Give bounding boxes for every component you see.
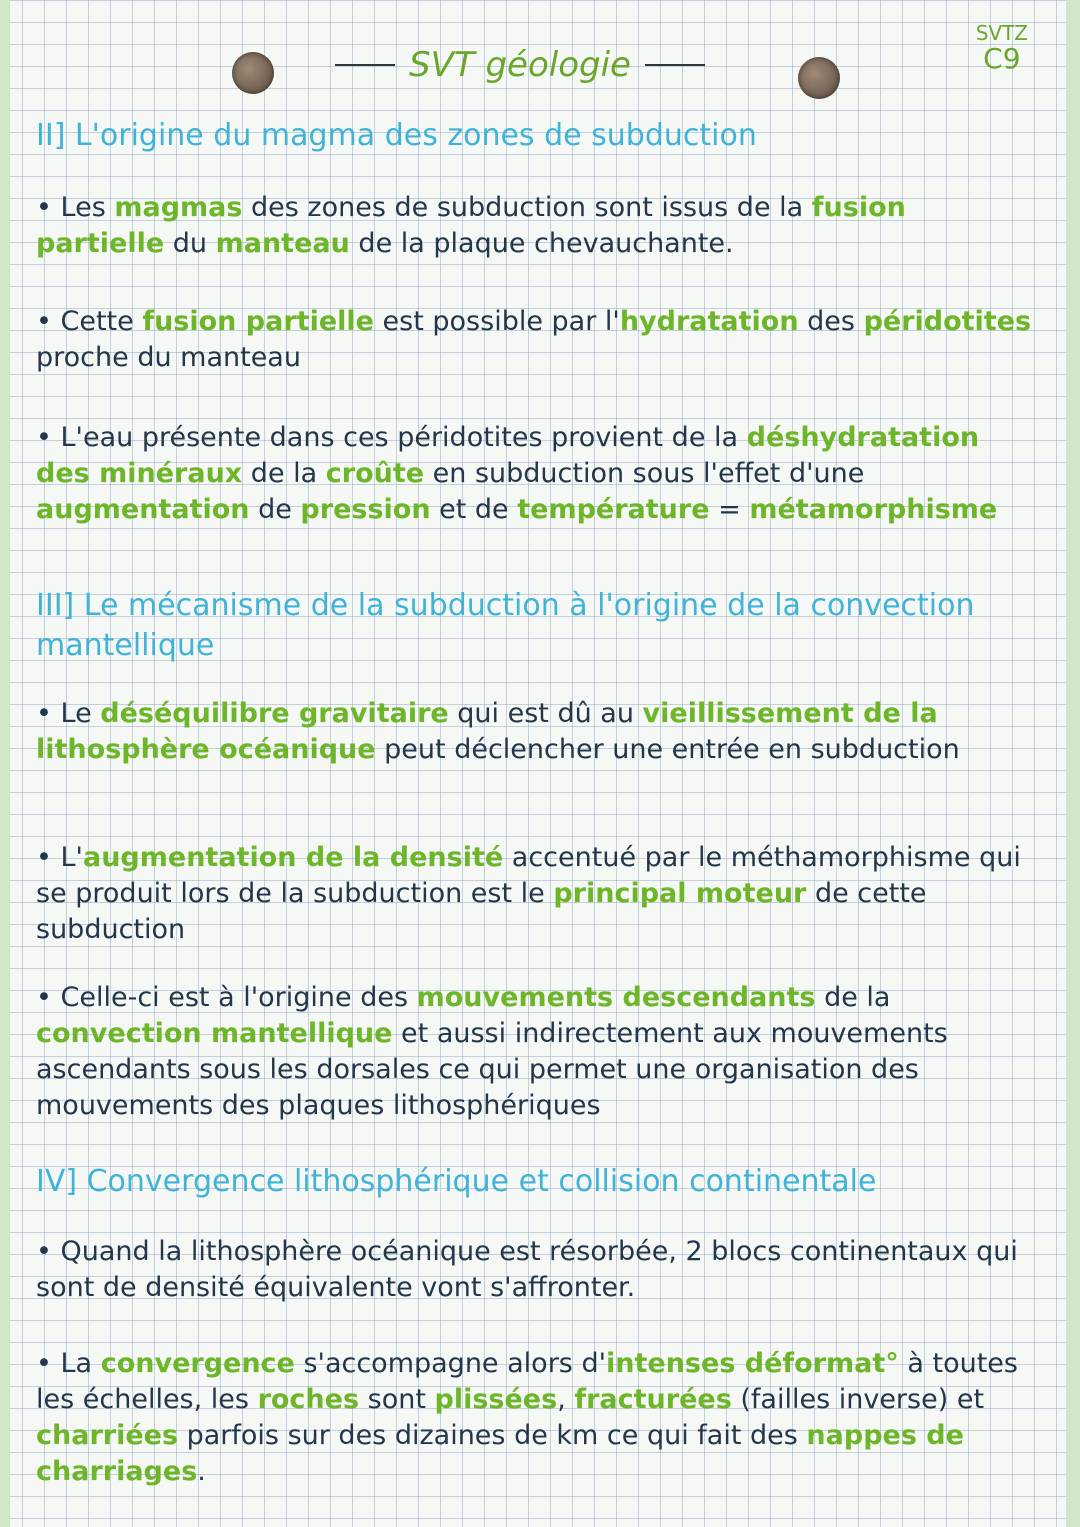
paragraph-text: des — [798, 306, 864, 337]
paragraph-text: de cette subduction — [36, 878, 927, 945]
paragraph-text: • Cette — [36, 306, 143, 337]
paragraph — [36, 1234, 1036, 1306]
paragraph-text: parfois sur des dizaines de km ce qui fait des — [178, 1420, 807, 1451]
highlighted-term: nappes de charriages — [36, 1420, 964, 1487]
section-heading-collision-continentale: IV] Convergence lithosphérique et collision continentale — [36, 1164, 877, 1199]
highlighted-term: principal moteur — [553, 878, 807, 909]
corner-label-line1: SVTZ — [975, 21, 1028, 45]
highlighted-term: charriées — [36, 1420, 179, 1451]
binder-hole-left — [232, 52, 274, 94]
highlighted-term: plissées — [434, 1384, 558, 1415]
highlighted-term: fusion partielle — [142, 306, 374, 337]
highlighted-term: péridotites — [863, 306, 1032, 337]
highlighted-term: fracturées — [574, 1384, 732, 1415]
highlighted-term: déséquilibre gravitaire — [100, 698, 449, 729]
paragraph-text: • La — [36, 1348, 101, 1379]
paragraph — [36, 980, 1036, 1124]
highlighted-term: convergence — [100, 1348, 295, 1379]
highlighted-term: croûte — [325, 458, 425, 489]
highlighted-term: manteau — [215, 228, 350, 259]
paragraph-text: du — [164, 228, 216, 259]
paragraph-text: à toutes les échelles, les — [36, 1348, 1018, 1415]
highlighted-term: roches — [257, 1384, 360, 1415]
paragraph-text: , — [557, 1384, 575, 1415]
page-title-text: SVT géologie — [409, 45, 631, 85]
paragraph-text: • Les — [36, 192, 115, 223]
section-heading-mecanisme-subduction: III] Le mécanisme de la subduction à l'origine de la convection mantellique — [36, 588, 975, 663]
corner-label-line2: C9 — [983, 42, 1021, 75]
paragraph-text: s'accompagne alors d' — [294, 1348, 607, 1379]
highlighted-term: convection mantellique — [36, 1018, 393, 1049]
paragraph — [36, 1346, 1036, 1490]
paragraph-text: de la — [815, 982, 891, 1013]
paragraph-text: • Quand la lithosphère océanique est résorbée, 2 blocs continentaux qui sont de densité équivalente vont s'affronter. — [36, 1236, 1018, 1303]
paragraph-text: des zones de subduction sont issus de la — [242, 192, 812, 223]
paragraph-text: de la plaque chevauchante. — [349, 228, 734, 259]
section-heading-origin-magma: II] L'origine du magma des zones de subduction — [36, 118, 757, 153]
paragraph-text: sont — [359, 1384, 435, 1415]
paragraph-text: • Celle-ci est à l'origine des — [36, 982, 417, 1013]
paragraph-text: et aussi indirectement aux mouvements ascendants sous les dorsales ce qui permet une organisation des mouvements des plaques lithosphériques — [36, 1018, 948, 1121]
paragraph — [36, 696, 1036, 768]
highlighted-term: augmentation — [36, 494, 250, 525]
paragraph-text: qui est dû au — [448, 698, 643, 729]
highlighted-term: fusion partielle — [36, 192, 906, 259]
paragraph-text: en subduction sous l'effet d'une — [424, 458, 865, 489]
paragraph-text: proche du manteau — [36, 342, 301, 373]
corner-label — [976, 22, 1028, 75]
paragraph-text: . — [197, 1456, 206, 1487]
paragraph-text: de — [249, 494, 301, 525]
paragraph-text: • Le — [36, 698, 101, 729]
paragraph — [36, 304, 1036, 376]
highlighted-term: intenses déformat° — [606, 1348, 899, 1379]
paragraph-text: est possible par l' — [373, 306, 620, 337]
highlighted-term: vieillissement de la lithosphère océanique — [36, 698, 938, 765]
paragraph — [36, 420, 1036, 528]
title-dash-left — [335, 64, 395, 66]
title-dash-right — [645, 64, 705, 66]
highlighted-term: mouvements descendants — [416, 982, 816, 1013]
paragraph-text: • L'eau présente dans ces péridotites provient de la — [36, 422, 747, 453]
paragraph-text: de la — [242, 458, 326, 489]
highlighted-term: déshydratation des minéraux — [36, 422, 980, 489]
binder-hole-right — [798, 57, 840, 99]
page-title — [330, 40, 710, 90]
highlighted-term: augmentation de la densité — [82, 842, 504, 873]
paragraph-text: accentué par le méthamorphisme qui se produit lors de la subduction est le — [36, 842, 1021, 909]
highlighted-term: magmas — [114, 192, 243, 223]
highlighted-term: métamorphisme — [749, 494, 998, 525]
paragraph-text: (failles inverse) et — [731, 1384, 985, 1415]
paragraph — [36, 840, 1036, 948]
highlighted-term: température — [517, 494, 710, 525]
paragraph-text: et de — [430, 494, 518, 525]
paragraph-text: peut déclencher une entrée en subduction — [375, 734, 960, 765]
highlighted-term: pression — [300, 494, 431, 525]
paragraph-text: • L' — [36, 842, 83, 873]
highlighted-term: hydratation — [619, 306, 799, 337]
paragraph-text: = — [709, 494, 750, 525]
paragraph — [36, 190, 1036, 262]
